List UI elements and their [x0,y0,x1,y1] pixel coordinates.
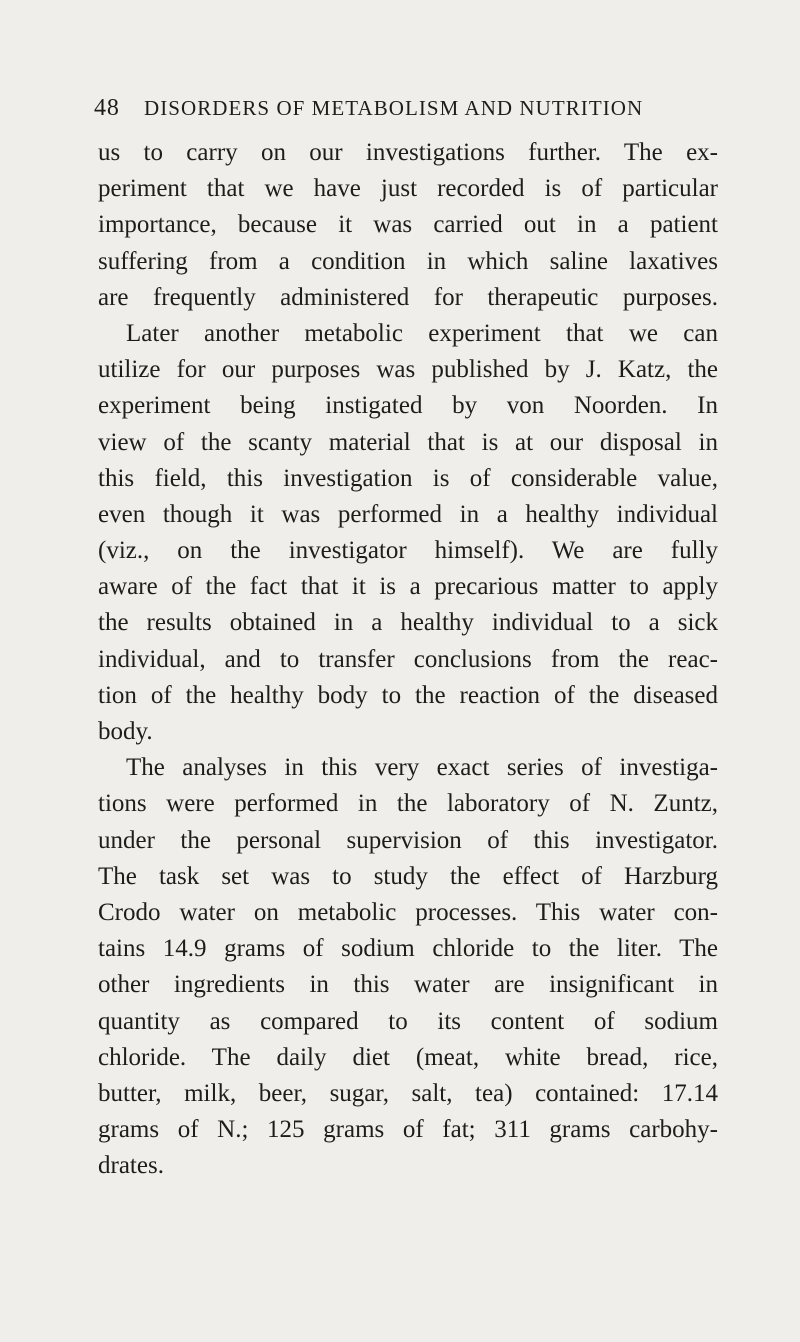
body-text [98,135,718,1184]
text-line: individual, and to transfer conclusions from the reac- [98,645,718,673]
text-line: importance, because it was carried out in a patient [98,211,718,239]
text-line: (viz., on the investigator himself). We are fully [98,537,718,565]
text-line: other ingredients in this water are insignificant in [98,971,718,999]
text-line: chloride. The daily diet (meat, white bread, rice, [98,1043,718,1071]
page-number: 48 [94,95,120,121]
text-line: periment that we have just recorded is of particular [98,175,718,203]
running-head [94,88,714,128]
text-line: utilize for our purposes was published by J. Katz, the [98,356,718,384]
text-line: tion of the healthy body to the reaction of the diseased [98,681,718,709]
text-line: quantity as compared to its content of sodium [98,1007,718,1035]
text-line: tions were performed in the laboratory of N. Zuntz, [98,790,718,818]
text-line: aware of the fact that it is a precarious matter to apply [98,573,718,601]
text-line: The analyses in this very exact series of investiga- [126,754,718,782]
text-line: experiment being instigated by von Noorden. In [98,392,718,420]
text-line: are frequently administered for therapeutic purposes. [98,283,718,311]
text-line: grams of N.; 125 grams of fat; 311 grams carbohy- [98,1116,718,1144]
text-line: us to carry on our investigations further. The ex- [98,139,718,166]
text-line: butter, milk, beer, sugar, salt, tea) contained: 17.14 [98,1079,718,1107]
text-line: view of the scanty material that is at our disposal in [98,428,718,456]
text-line: even though it was performed in a healthy individual [98,500,718,528]
text-line: The task set was to study the effect of Harzburg [98,862,718,890]
text-line: Later another metabolic experiment that we can [126,319,718,347]
text-line: Crodo water on metabolic processes. This water con- [98,898,718,926]
running-title: DISORDERS OF METABOLISM AND NUTRITION [144,96,644,120]
text-line: suffering from a condition in which saline laxatives [98,247,718,275]
text-line: tains 14.9 grams of sodium chloride to the liter. The [98,935,718,963]
text-line: this field, this investigation is of considerable value, [98,464,718,492]
text-line: the results obtained in a healthy individual to a sick [98,609,718,637]
text-line: body. [98,718,153,745]
text-line: drates. [98,1152,164,1180]
text-line: under the personal supervision of this investigator. [98,826,718,854]
